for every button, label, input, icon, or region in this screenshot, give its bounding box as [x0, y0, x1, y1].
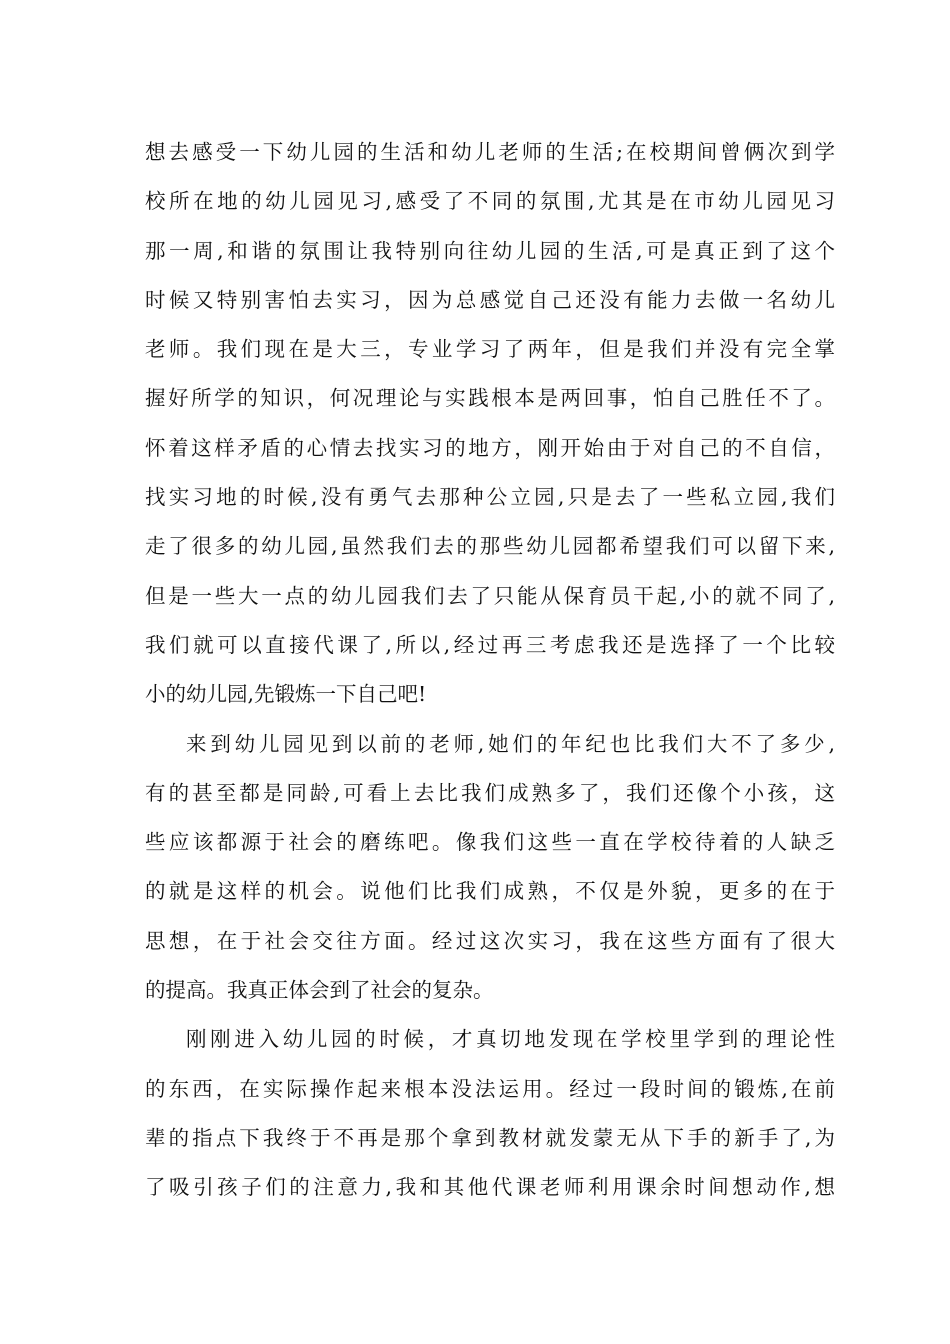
paragraph-1	[145, 128, 835, 720]
text-line: 刚刚进入幼儿园的时候，才真切地发现在学校里学到的理论性	[186, 1027, 835, 1052]
text-line: 校所在地的幼儿园见习,感受了不同的氛围,尤其是在市幼儿园见习	[145, 189, 835, 214]
text-line: 的东西，在实际操作起来根本没法运用。经过一段时间的锻炼,在前	[145, 1076, 835, 1101]
text-line: 的提高。我真正体会到了社会的复杂。	[145, 978, 494, 1003]
text-line: 想去感受一下幼儿园的生活和幼儿老师的生活;在校期间曾俩次到学	[145, 140, 835, 164]
text-line: 但是一些大一点的幼儿园我们去了只能从保育员干起,小的就不同了,	[145, 583, 835, 608]
text-line: 了吸引孩子们的注意力,我和其他代课老师利用课余时间想动作,想	[145, 1175, 835, 1200]
document-body	[145, 128, 835, 1213]
paragraph-3	[145, 1015, 835, 1212]
text-line: 那一周,和谐的氛围让我特别向往幼儿园的生活,可是真正到了这个	[145, 238, 835, 263]
text-line: 老师。我们现在是大三，专业学习了两年，但是我们并没有完全掌	[145, 337, 835, 362]
text-line: 思想，在于社会交往方面。经过这次实习，我在这些方面有了很大	[145, 928, 835, 953]
paragraph-2	[145, 720, 835, 1016]
text-line: 有的甚至都是同龄,可看上去比我们成熟多了，我们还像个小孩，这	[145, 780, 835, 805]
text-line: 握好所学的知识，何况理论与实践根本是两回事，怕自己胜任不了。	[145, 386, 835, 411]
text-line: 来到幼儿园见到以前的老师,她们的年纪也比我们大不了多少,	[186, 731, 835, 756]
text-line: 辈的指点下我终于不再是那个拿到教材就发蒙无从下手的新手了,为	[145, 1125, 835, 1150]
text-line: 些应该都源于社会的磨练吧。像我们这些一直在学校待着的人缺乏	[145, 830, 835, 855]
text-line: 的就是这样的机会。说他们比我们成熟，不仅是外貌，更多的在于	[145, 879, 835, 904]
text-line: 小的幼儿园,先锻炼一下自己吧!	[145, 682, 427, 707]
text-line: 找实习地的时候,没有勇气去那种公立园,只是去了一些私立园,我们	[145, 485, 835, 510]
text-line: 时候又特别害怕去实习，因为总感觉自己还没有能力去做一名幼儿	[145, 287, 835, 312]
text-line: 走了很多的幼儿园,虽然我们去的那些幼儿园都希望我们可以留下来,	[145, 534, 835, 559]
text-line: 我们就可以直接代课了,所以,经过再三考虑我还是选择了一个比较	[145, 632, 835, 657]
text-line: 怀着这样矛盾的心情去找实习的地方，刚开始由于对自己的不自信，	[145, 435, 835, 460]
